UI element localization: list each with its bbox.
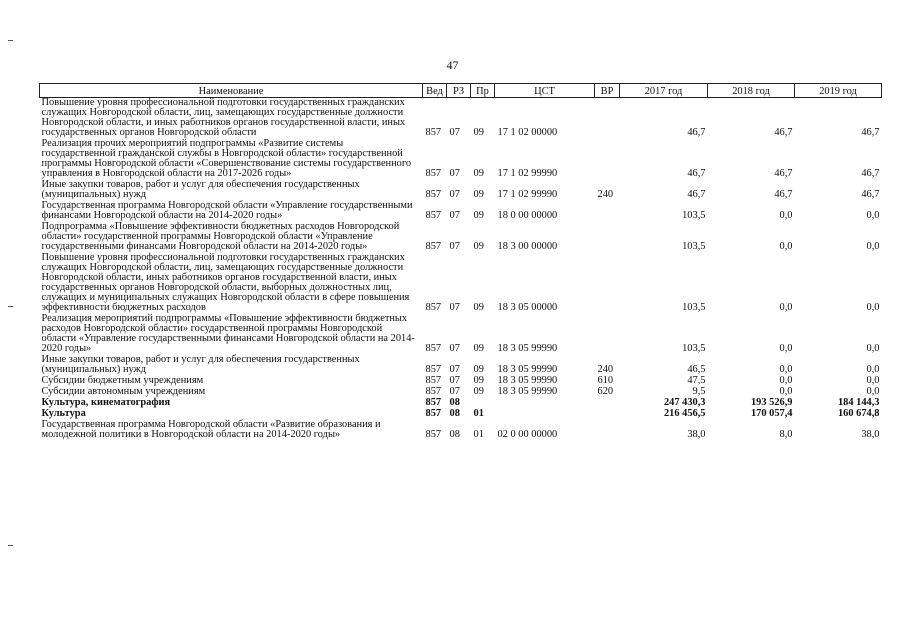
cell-2017: 47,5 [687,375,706,386]
cell-rz: 07 [449,168,460,179]
cell-vr [595,398,620,409]
margin-tick [8,306,13,307]
table-header-row [40,84,882,98]
cell-ved: 857 [425,241,442,252]
cell-pr: 09 [473,210,484,221]
cell-2017: 103,5 [682,343,706,354]
cell-2018: 0,0 [779,364,793,375]
cell-pr: 09 [473,127,484,138]
col-header-name: Наименование [40,84,423,98]
cell-rz: 08 [449,408,460,419]
table-row [40,420,882,441]
cell-2018: 0,0 [779,302,793,313]
cell-2018: 0,0 [779,241,793,252]
cell-cst: 18 3 05 99990 [497,364,558,375]
cell-2017: 216 456,5 [663,408,706,419]
table-row [40,201,882,222]
cell-name: Иные закупки товаров, работ и услуг для обеспечения государственных (муниципальных) нужд [41,354,360,375]
cell-2017: 38,0 [687,429,706,440]
cell-pr: 09 [473,386,484,397]
cell-cst: 18 3 00 00000 [497,241,558,252]
cell-2018: 46,7 [774,127,793,138]
cell-2019: 160 674,8 [837,408,880,419]
col-header-pr: Пр [471,84,495,98]
cell-2018: 0,0 [779,210,793,221]
cell-ved: 857 [425,343,442,354]
cell-2017: 103,5 [682,210,706,221]
cell-2018: 46,7 [774,168,793,179]
cell-2019: 0,0 [866,364,880,375]
cell-rz: 07 [449,375,460,386]
cell-ved: 857 [425,302,442,313]
cell-rz: 07 [449,302,460,313]
cell-name: Субсидии автономным учреждениям [41,386,206,397]
cell-vr: 240 [597,364,614,375]
budget-table [39,83,882,441]
cell-2019: 0,0 [866,386,880,397]
col-header-ved: Вед [423,84,447,98]
col-header-2017: 2017 год [620,84,708,98]
table-row [40,222,882,253]
cell-ved: 857 [425,364,442,375]
cell-name: Иные закупки товаров, работ и услуг для обеспечения государственных (муниципальных) нужд [41,179,360,200]
cell-2018: 46,7 [774,189,793,200]
cell-2018: 0,0 [779,386,793,397]
cell-cst: 18 0 00 00000 [497,210,558,221]
cell-2017: 46,7 [687,189,706,200]
cell-name: Реализация прочих мероприятий подпрограммы «Развитие системы государственной гражданской службы в Новгородской области» государственной программы Новгородской области «Совершенствование системы государственного управления в Новгородской области на 2017-2026 годы» [41,138,412,179]
cell-vr: 240 [597,189,614,200]
cell-2019: 46,7 [861,189,880,200]
cell-2019: 38,0 [861,429,880,440]
cell-2019: 0,0 [866,302,880,313]
cell-pr: 09 [473,241,484,252]
cell-rz: 08 [449,429,460,440]
cell-vr [595,314,620,355]
cell-pr: 09 [473,168,484,179]
cell-cst: 18 3 05 00000 [497,302,558,313]
cell-vr [595,98,620,140]
cell-2019: 0,0 [866,343,880,354]
cell-name: Государственная программа Новгородской области «Управление государственными финансами Новгородской области на 2014-2020 годы» [41,200,413,221]
cell-cst [495,398,595,409]
cell-2018: 8,0 [779,429,793,440]
col-header-rz: РЗ [447,84,471,98]
cell-name: Субсидии бюджетным учреждениям [41,375,204,386]
cell-ved: 857 [425,168,442,179]
table-row [40,180,882,201]
col-header-2018: 2018 год [708,84,795,98]
cell-vr [595,139,620,180]
table-row [40,314,882,355]
cell-2019: 46,7 [861,168,880,179]
cell-2019: 0,0 [866,375,880,386]
cell-name: Культура [41,408,86,419]
cell-rz: 07 [449,210,460,221]
cell-2019: 46,7 [861,127,880,138]
cell-2017: 46,7 [687,168,706,179]
cell-ved: 857 [425,397,442,408]
cell-ved: 857 [425,375,442,386]
cell-2019: 0,0 [866,210,880,221]
cell-cst: 17 1 02 00000 [497,127,558,138]
cell-2018: 170 057,4 [750,408,793,419]
col-header-cst: ЦСТ [495,84,595,98]
cell-ved: 857 [425,127,442,138]
cell-ved: 857 [425,386,442,397]
cell-2019: 0,0 [866,241,880,252]
cell-cst: 17 1 02 99990 [497,189,558,200]
margin-tick [8,545,13,546]
cell-rz: 07 [449,189,460,200]
cell-2018: 0,0 [779,375,793,386]
cell-name: Реализация мероприятий подпрограммы «Повышение эффективности бюджетных расходов Новгородской области» государственной программы Новгородской области «Управление государственными финансами Новгородской области на 2014-2020 годы» [41,313,415,354]
table-row [40,253,882,314]
cell-vr: 610 [597,375,614,386]
cell-vr [595,409,620,420]
cell-name: Повышение уровня профессиональной подготовки государственных гражданских служащих Новгородской области, лиц, замещающих государственные должности Новгородской области, и иных работников органов государственной власти, иных государственных органов Новгородской области [41,97,406,138]
cell-cst: 17 1 02 99990 [497,168,558,179]
cell-name: Подпрограмма «Повышение эффективности бюджетных расходов Новгородской области» государственной программы Новгородской области «Управление государственными финансами Новгородской области на 2014-2020 годы» [41,221,400,252]
table-row [40,355,882,376]
cell-cst: 18 3 05 99990 [497,386,558,397]
cell-cst: 02 0 00 00000 [497,429,558,440]
cell-pr: 09 [473,375,484,386]
col-header-2019: 2019 год [795,84,882,98]
cell-ved: 857 [425,429,442,440]
cell-rz: 07 [449,364,460,375]
cell-2017: 103,5 [682,241,706,252]
cell-2017: 103,5 [682,302,706,313]
margin-tick [8,40,13,41]
cell-rz: 07 [449,241,460,252]
cell-2017: 46,5 [687,364,706,375]
cell-pr: 09 [473,302,484,313]
cell-pr: 01 [473,429,484,440]
cell-vr [595,222,620,253]
page-number: 47 [446,58,459,72]
cell-cst: 18 3 05 99990 [497,343,558,354]
cell-rz: 07 [449,343,460,354]
cell-pr: 01 [473,408,484,419]
table-row [40,98,882,140]
cell-ved: 857 [425,189,442,200]
cell-2019: 184 144,3 [837,397,880,408]
cell-ved: 857 [425,210,442,221]
cell-2017: 9,5 [692,386,706,397]
cell-cst: 18 3 05 99990 [497,375,558,386]
cell-vr [595,201,620,222]
cell-name: Государственная программа Новгородской области «Развитие образования и молодежной политики в Новгородской области на 2014-2020 годы» [41,419,381,440]
cell-vr [595,253,620,314]
col-header-vr: ВР [595,84,620,98]
cell-vr [595,420,620,441]
cell-ved: 857 [425,408,442,419]
cell-rz: 08 [449,397,460,408]
table-row [40,139,882,180]
cell-2018: 193 526,9 [750,397,793,408]
cell-cst [495,409,595,420]
cell-2017: 46,7 [687,127,706,138]
cell-pr: 09 [473,343,484,354]
cell-2017: 247 430,3 [663,397,706,408]
cell-pr: 09 [473,364,484,375]
cell-vr: 620 [597,386,614,397]
cell-pr: 09 [473,189,484,200]
cell-2018: 0,0 [779,343,793,354]
cell-rz: 07 [449,386,460,397]
cell-rz: 07 [449,127,460,138]
cell-name: Повышение уровня профессиональной подготовки государственных гражданских служащих Новгородской области, лиц, замещающих государственные должности Новгородской области, иных работников органов государственной власти, иных государственных органов Новгородской области, выборных должностных лиц, служащих и муниципальных служащих Новгородской области в сфере повышения эффективности бюджетных расходов [41,252,410,313]
cell-name: Культура, кинематография [41,397,171,408]
